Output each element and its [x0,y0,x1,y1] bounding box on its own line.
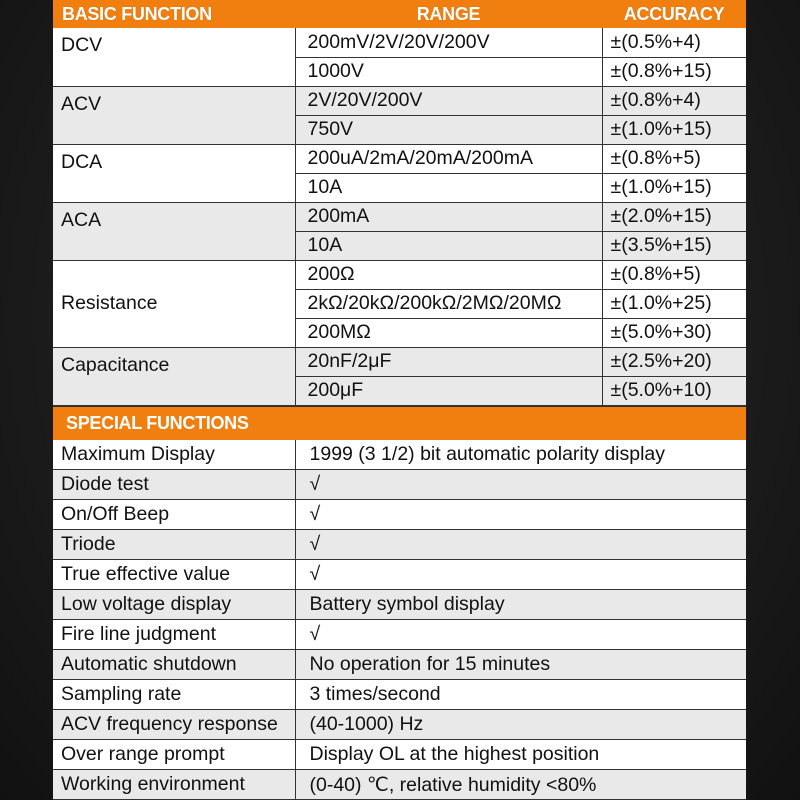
range-cell: 200mA [295,202,602,231]
table-row [53,347,746,376]
special-function-value: (0-40) ℃, relative humidity <80% [295,770,746,800]
special-function-value: √ [295,500,746,530]
function-name: ACA [53,202,295,260]
special-functions-table [53,440,746,800]
range-cell: 200MΩ [295,318,602,347]
accuracy-cell: ±(0.8%+5) [602,144,746,173]
table-row [53,470,746,500]
accuracy-cell: ±(2.0%+15) [602,202,746,231]
range-cell: 200mV/2V/20V/200V [295,28,602,57]
accuracy-cell: ±(3.5%+15) [602,231,746,260]
table-row [53,770,746,800]
range-cell: 200μF [295,376,602,405]
function-name: Resistance [53,260,295,347]
range-cell: 2V/20V/200V [295,86,602,115]
special-function-name: Triode [53,530,295,560]
table-row [53,260,746,289]
special-function-name: True effective value [53,560,295,590]
table-row [53,680,746,710]
accuracy-cell: ±(5.0%+10) [602,376,746,405]
accuracy-cell: ±(5.0%+30) [602,318,746,347]
special-function-value: (40-1000) Hz [295,710,746,740]
range-cell: 200Ω [295,260,602,289]
table-row [53,590,746,620]
range-cell: 10A [295,173,602,202]
special-function-name: Fire line judgment [53,620,295,650]
range-cell: 2kΩ/20kΩ/200kΩ/2MΩ/20MΩ [295,289,602,318]
table-row [53,710,746,740]
accuracy-cell: ±(1.0%+25) [602,289,746,318]
special-function-value: √ [295,530,746,560]
table-row [53,740,746,770]
table-row [53,500,746,530]
special-function-name: Diode test [53,470,295,500]
function-name: DCV [53,28,295,86]
range-cell: 1000V [295,57,602,86]
range-cell: 200uA/2mA/20mA/200mA [295,144,602,173]
special-function-name: ACV frequency response [53,710,295,740]
accuracy-cell: ±(1.0%+15) [602,173,746,202]
table-row [53,202,746,231]
basic-function-title: BASIC FUNCTION [62,3,212,24]
table-row [53,144,746,173]
accuracy-cell: ±(0.8%+5) [602,260,746,289]
special-function-name: Low voltage display [53,590,295,620]
special-function-value: √ [295,560,746,590]
range-cell: 20nF/2μF [295,347,602,376]
range-title: RANGE [416,3,481,24]
accuracy-cell: ±(0.8%+4) [602,86,746,115]
special-function-name: Maximum Display [53,440,295,470]
accuracy-cell: ±(0.8%+15) [602,57,746,86]
function-name: Capacitance [53,347,295,405]
accuracy-cell: ±(0.5%+4) [602,28,746,57]
table-row [53,28,746,57]
accuracy-title: ACCURACY [623,3,725,24]
special-function-name: Sampling rate [53,680,295,710]
table-row [53,650,746,680]
spec-sheet [53,0,746,800]
range-cell: 750V [295,115,602,144]
accuracy-cell: ±(1.0%+15) [602,115,746,144]
special-function-value: √ [295,620,746,650]
accuracy-cell: ±(2.5%+20) [602,347,746,376]
special-function-name: Automatic shutdown [53,650,295,680]
table-row [53,86,746,115]
special-function-name: Over range prompt [53,740,295,770]
table-row [53,560,746,590]
special-functions-header: SPECIAL FUNCTIONS [53,406,746,440]
special-function-value: 1999 (3 1/2) bit automatic polarity display [295,440,746,470]
table-row [53,620,746,650]
function-name: ACV [53,86,295,144]
table-row [53,440,746,470]
range-cell: 10A [295,231,602,260]
table-row [53,530,746,560]
special-function-value: Display OL at the highest position [295,740,746,770]
basic-function-header [53,0,746,28]
special-function-value: No operation for 15 minutes [295,650,746,680]
special-function-value: Battery symbol display [295,590,746,620]
function-name: DCA [53,144,295,202]
special-function-name: On/Off Beep [53,500,295,530]
basic-function-table [53,28,746,406]
special-function-value: √ [295,470,746,500]
special-function-name: Working environment [53,770,295,800]
special-function-value: 3 times/second [295,680,746,710]
